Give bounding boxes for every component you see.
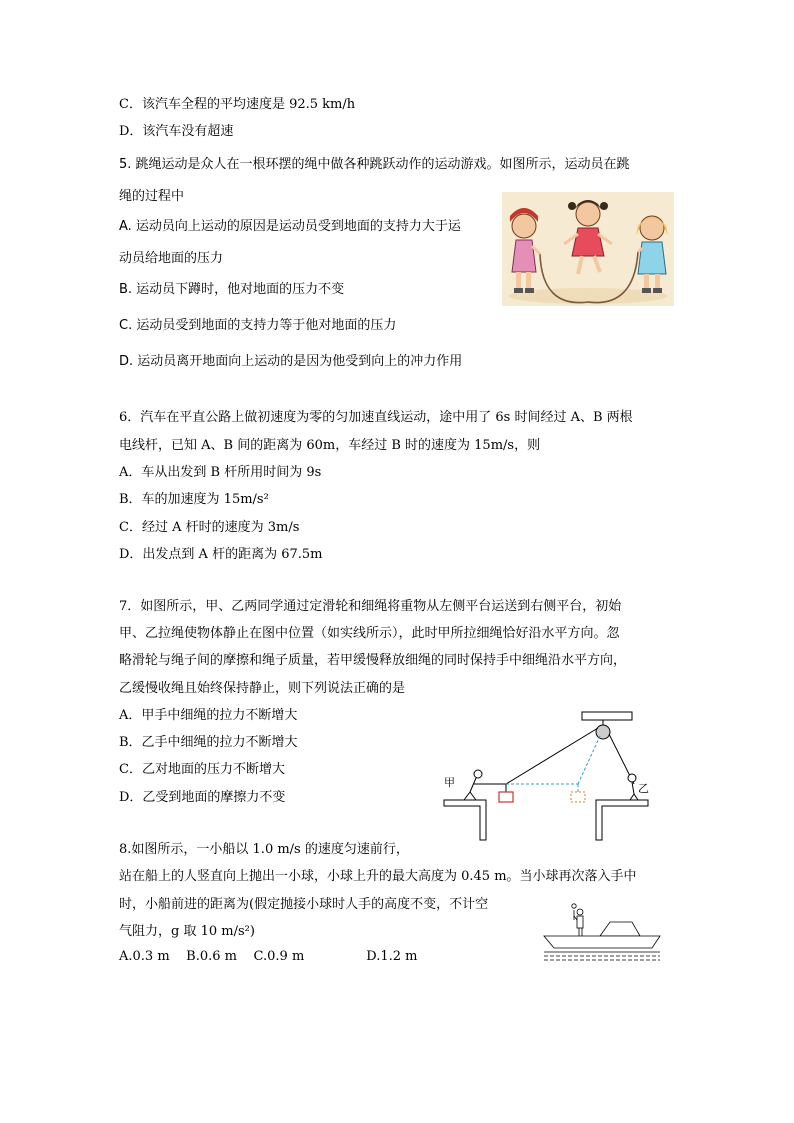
boat-diagram [540, 898, 666, 966]
q8-stem-line4: 气阻力，g 取 10 m/s²) [119, 924, 255, 939]
jump-rope-illustration [502, 192, 674, 306]
q5-stem-line1: 5. 跳绳运动是众人在一根环摆的绳中做各种跳跃动作的运动游戏。如图所示，运动员在跳 [119, 157, 630, 172]
q6-option-a: A．车从出发到 B 杆所用时间为 9s [119, 465, 322, 480]
q8-stem-line3: 时，小船前进的距离为(假定抛接小球时人手的高度不变，不计空 [119, 897, 489, 912]
label-jia: 甲 [444, 776, 455, 789]
q5-option-b: B. 运动员下蹲时，他对地面的压力不变 [119, 282, 345, 297]
q4-option-d: D．该汽车没有超速 [119, 124, 234, 139]
q6-option-b: B．车的加速度为 15m/s² [119, 492, 269, 507]
q8-stem-line2: 站在船上的人竖直向上抛出一小球，小球上升的最大高度为 0.45 m。当小球再次落入手中 [119, 869, 637, 884]
q8-options: A.0.3 m B.0.6 m C.0.9 m D.1.2 m [119, 949, 418, 964]
q6-stem-line2: 电线杆，已知 A、B 间的距离为 60m，车经过 B 时的速度为 15m/s，则 [119, 438, 541, 453]
q6-option-c: C．经过 A 杆时的速度为 3m/s [119, 520, 300, 535]
q8-stem-line1: 8.如图所示，一小船以 1.0 m/s 的速度匀速前行， [119, 842, 409, 857]
weight-dashed [571, 792, 585, 802]
weight-solid [499, 792, 513, 802]
q7-option-a: A．甲手中细绳的拉力不断增大 [119, 708, 298, 723]
pulley-wheel [596, 725, 610, 739]
q7-stem-line4: 乙缓慢收绳且始终保持静止，则下列说法正确的是 [119, 681, 406, 696]
q5-option-a-line1: A. 运动员向上运动的原因是运动员受到地面的支持力大于运 [119, 219, 461, 234]
q7-option-d: D．乙受到地面的摩擦力不变 [119, 790, 286, 805]
pulley-diagram [440, 708, 650, 848]
q5-option-d: D. 运动员离开地面向上运动的是因为他受到向上的冲力作用 [119, 354, 463, 369]
q7-stem-line1: 7．如图所示，甲、乙两同学通过定滑轮和细绳将重物从左侧平台运送到右侧平台，初始 [119, 599, 622, 614]
q5-stem-line2: 绳的过程中 [119, 189, 185, 204]
q7-stem-line2: 甲、乙拉绳使物体静止在图中位置（如实线所示），此时甲所拉细绳恰好沿水平方向。忽 [119, 626, 620, 641]
q7-option-c: C．乙对地面的压力不断增大 [119, 762, 285, 777]
q5-option-c: C. 运动员受到地面的支持力等于他对地面的压力 [119, 318, 397, 333]
q6-option-d: D．出发点到 A 杆的距离为 67.5m [119, 547, 323, 562]
q7-stem-line3: 略滑轮与绳子间的摩擦和绳子质量，若甲缓慢释放细绳的同时保持手中细绳沿水平方向， [119, 653, 627, 668]
q4-option-c: C．该汽车全程的平均速度是 92.5 km/h [119, 97, 356, 112]
q5-option-a-line2: 动员给地面的压力 [119, 251, 224, 266]
label-yi: 乙 [638, 782, 649, 795]
ball [572, 904, 576, 908]
ceiling-bracket [582, 712, 632, 720]
q7-option-b: B．乙手中细绳的拉力不断增大 [119, 735, 298, 750]
q6-stem-line1: 6．汽车在平直公路上做初速度为零的匀加速直线运动，途中用了 6s 时间经过 A、B 两根 [119, 410, 633, 425]
